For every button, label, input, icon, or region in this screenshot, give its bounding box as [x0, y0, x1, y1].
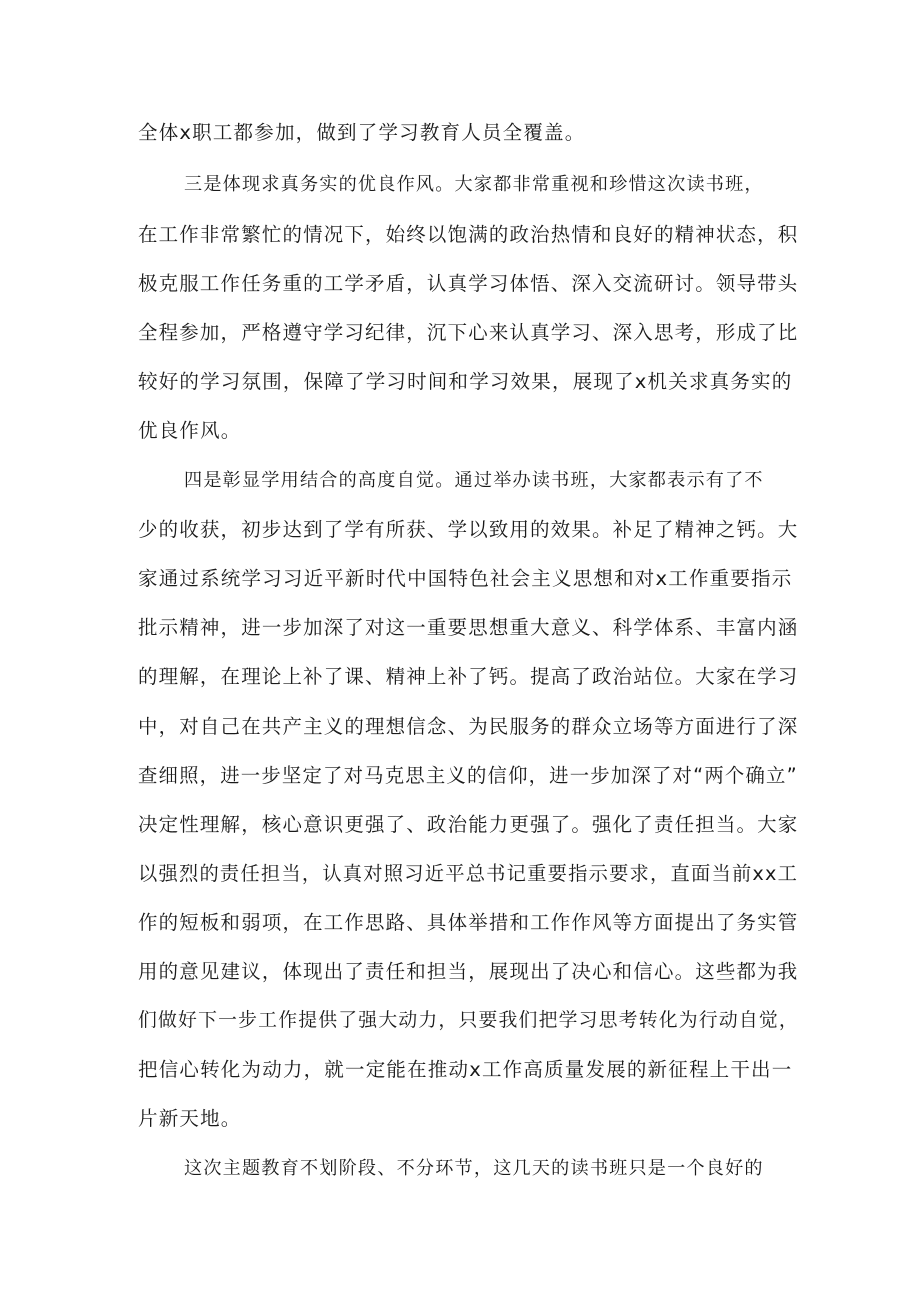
text-line: 作的短板和弱项，在工作思路、具体举措和工作作风等方面提出了务实管	[138, 911, 799, 934]
text-line: 以强烈的责任担当，认真对照习近平总书记重要指示要求，直面当前xx工	[138, 862, 799, 885]
text-line: 的理解，在理论上补了课、精神上补了钙。提高了政治站位。大家在学习	[138, 665, 799, 688]
text-line: 决定性理解，核心意识更强了、政治能力更强了。强化了责任担当。大家	[138, 813, 799, 836]
text-line: 在工作非常繁忙的情况下，始终以饱满的政治热情和良好的精神状态，积	[138, 223, 799, 246]
text-line: 片新天地。	[138, 1107, 242, 1130]
text-line: 中，对自己在共产主义的理想信念、为民服务的群众立场等方面进行了深	[138, 715, 799, 738]
paragraph-first-line: 三是体现求真务实的优良作风。大家都非常重视和珍惜这次读书班，	[184, 174, 764, 195]
text-line: 查细照，进一步坚定了对马克思主义的信仰，进一步加深了对“两个确立”	[138, 764, 798, 787]
text-line: 少的收获，初步达到了学有所获、学以致用的效果。补足了精神之钙。大	[138, 518, 799, 541]
paragraph-first-line: 四是彰显学用结合的高度自觉。通过举办读书班，大家都表示有了不	[184, 470, 764, 491]
text-line: 较好的学习氛围，保障了学习时间和学习效果，展现了x机关求真务实的	[138, 370, 793, 393]
text-line: 优良作风。	[138, 419, 242, 442]
text-line: 极克服工作任务重的工学矛盾，认真学习体悟、深入交流研讨。领导带头	[138, 272, 799, 295]
text-line: 全程参加，严格遵守学习纪律，沉下心来认真学习、深入思考，形成了比	[138, 321, 799, 344]
text-line: 用的意见建议，体现出了责任和担当，展现出了决心和信心。这些都为我	[138, 960, 799, 983]
text-line: 把信心转化为动力，就一定能在推动x工作高质量发展的新征程上干出一	[138, 1058, 793, 1081]
text-line: 们做好下一步工作提供了强大动力，只要我们把学习思考转化为行动自觉，	[138, 1010, 799, 1031]
text-line: 批示精神，进一步加深了对这一重要思想重大意义、科学体系、丰富内涵	[138, 616, 799, 639]
text-line: 家通过系统学习习近平新时代中国特色社会主义思想和对x工作重要指示	[138, 567, 793, 590]
paragraph-first-line: 这次主题教育不划阶段、不分环节，这几天的读书班只是一个良好的	[184, 1158, 764, 1179]
text-line: 全体x职工都参加，做到了学习教育人员全覆盖。	[138, 121, 586, 144]
